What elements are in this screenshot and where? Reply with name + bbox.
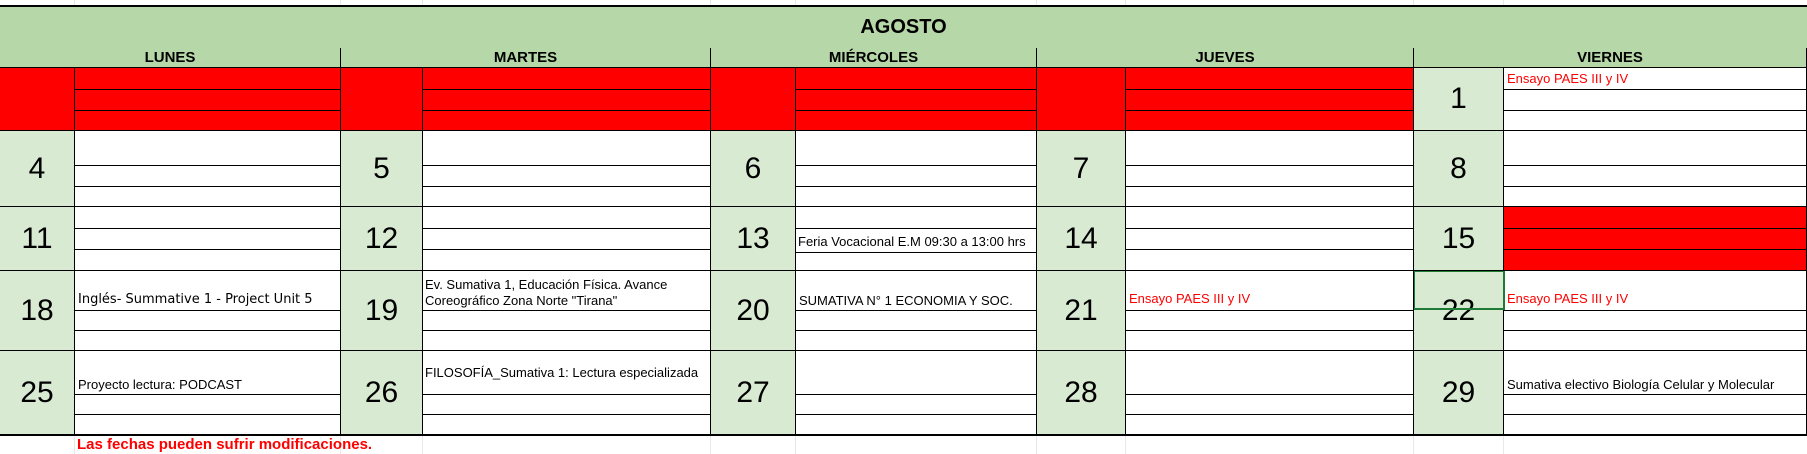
event-text[interactable]: Inglés- Summative 1 - Project Unit 5 [78,292,313,307]
row-line [0,270,1807,271]
cell-border [74,68,75,131]
date-cell[interactable]: 28 [1037,351,1126,435]
event-text[interactable]: SUMATIVA N° 1 ECONOMIA Y SOC. [799,293,1013,308]
row-line [75,228,341,229]
date-cell[interactable]: 11 [0,207,75,271]
event-text[interactable]: Ev. Sumativa 1, Educación Física. Avance Coreográfico Zona Norte "Tirana" [425,277,668,308]
row-line [1504,414,1807,415]
row-line [795,110,1036,111]
row-line [795,89,1036,90]
date-cell[interactable]: 15 [1414,207,1504,271]
date-cell[interactable]: 14 [1037,207,1126,271]
event-text[interactable]: FILOSOFÍA_Sumativa 1: Lectura especializada [425,365,699,380]
row-line [1126,394,1414,395]
date-cell[interactable]: 21 [1037,271,1126,351]
event-text[interactable]: Ensayo PAES III y IV [1507,291,1629,306]
date-cell[interactable]: 29 [1414,351,1504,435]
row-line [1504,394,1807,395]
row-line [422,89,710,90]
row-line [796,394,1037,395]
row-line [423,310,711,311]
row-line [1504,165,1807,166]
cell-border [1125,68,1126,131]
row-line [423,414,711,415]
row-line [1503,130,1807,131]
date-cell[interactable]: 13 [711,207,796,271]
cell-border [710,68,711,131]
row-line [1503,89,1807,90]
row-line [1126,228,1414,229]
row-line [75,330,341,331]
date-cell[interactable]: 5 [341,131,423,207]
day-header-miercoles[interactable]: MIÉRCOLES [711,48,1037,68]
row-line [1126,414,1414,415]
row-line [75,310,341,311]
event-text[interactable]: Ensayo PAES III y IV [1507,71,1629,86]
row-line [1126,165,1414,166]
date-cell[interactable]: 22 [1414,271,1504,351]
holiday-block[interactable] [0,68,1414,131]
day-header-martes[interactable]: MARTES [341,48,711,68]
date-cell[interactable]: 1 [1414,68,1504,131]
row-line [1126,249,1414,250]
footnote[interactable]: Las fechas pueden sufrir modificaciones. [77,436,373,453]
date-cell[interactable]: 12 [341,207,423,271]
date-cell[interactable]: 4 [0,131,75,207]
row-line [422,110,710,111]
event-text[interactable]: Ensayo PAES III y IV [1129,291,1251,306]
row-line [0,206,1807,207]
date-cell[interactable]: 6 [711,131,796,207]
event-text[interactable]: Proyecto lectura: PODCAST [78,377,242,392]
row-line [74,110,340,111]
date-cell[interactable]: 20 [711,271,796,351]
row-line [796,310,1037,311]
row-line [796,186,1037,187]
row-line [423,228,711,229]
cell-border [1413,68,1414,435]
cell-border [340,68,341,131]
cell-border [795,68,796,131]
row-line [75,186,341,187]
row-line [1504,228,1807,229]
row-line [75,394,341,395]
cell-border [340,131,341,435]
row-line [796,414,1037,415]
selected-cell-indicator [1413,270,1505,310]
row-line [1503,110,1807,111]
date-cell[interactable]: 18 [0,271,75,351]
row-line [423,330,711,331]
row-line [75,249,341,250]
row-line [0,350,1807,351]
row-line [75,414,341,415]
row-line [0,130,1414,131]
row-line [796,252,1037,253]
row-line [423,165,711,166]
event-text[interactable]: Sumativa electivo Biología Celular y Molecular [1507,377,1775,392]
day-header-lunes[interactable]: LUNES [0,48,341,68]
row-line [423,394,711,395]
day-header-viernes[interactable]: VIERNES [1414,48,1807,68]
row-line [1504,186,1807,187]
row-line [1126,310,1414,311]
date-cell[interactable]: 8 [1414,131,1504,207]
row-line [1126,186,1414,187]
cell-border [1036,68,1037,131]
cell-border [710,131,711,435]
date-cell[interactable]: 27 [711,351,796,435]
row-line [796,165,1037,166]
row-line [423,186,711,187]
row-line [423,249,711,250]
event-text[interactable]: Feria Vocacional E.M 09:30 a 13:00 hrs [798,234,1026,249]
date-cell[interactable]: 7 [1037,131,1126,207]
date-cell[interactable]: 25 [0,351,75,435]
row-line [75,165,341,166]
row-line [796,330,1037,331]
row-line [1126,330,1414,331]
row-line [1125,89,1414,90]
date-cell[interactable]: 19 [341,271,423,351]
row-line [74,89,340,90]
row-line [1504,249,1807,250]
row-line [1504,310,1807,311]
date-cell[interactable]: 26 [341,351,423,435]
day-header-jueves[interactable]: JUEVES [1037,48,1414,68]
month-title[interactable]: AGOSTO [0,5,1807,49]
row-line [796,228,1037,229]
holiday-block[interactable] [1504,207,1807,270]
cell-border [422,68,423,131]
row-line [1504,330,1807,331]
row-line [1125,110,1414,111]
cell-border [1036,131,1037,435]
